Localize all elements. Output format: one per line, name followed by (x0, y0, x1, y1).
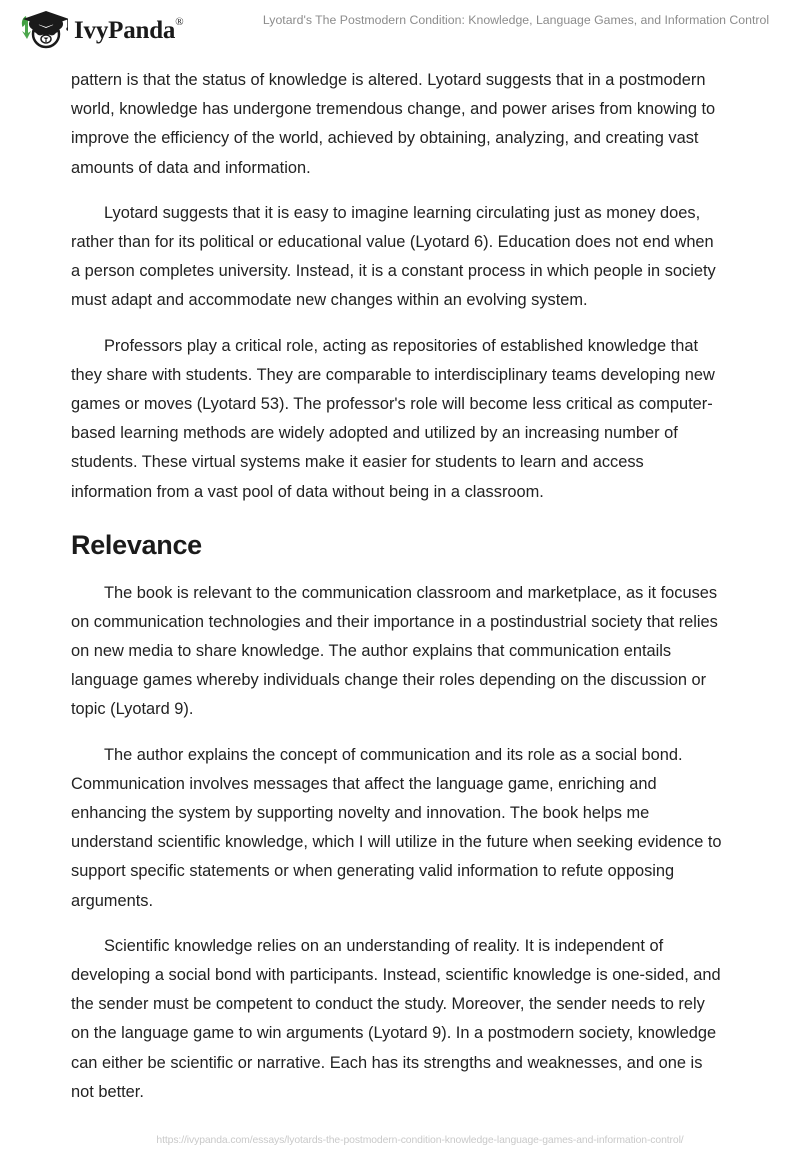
paragraph-learning-circulating: Lyotard suggests that it is easy to imagine learning circulating just as money does, rather than for its political or educational value (Lyotard 6). Education does not end when a person completes university. Instead, it is a constant process in which people in society must adapt and accommodate new changes within an evolving system. (71, 203, 716, 310)
source-url-link[interactable]: https://ivypanda.com/essays/lyotards-the-postmodern-condition-knowledge-language-games-and-information-control/ (156, 1135, 684, 1146)
page-footer (0, 1130, 800, 1148)
paragraph-social-bond: The author explains the concept of communication and its role as a social bond. Communication involves messages that affect the language game, enriching and enhancing the system by supporting novelty and innovation. The book helps me understand scientific knowledge, which I will utilize in the future when seeking evidence to support specific statements or when generating valid information to refute opposing arguments. (71, 745, 722, 910)
paragraph-scientific-knowledge: Scientific knowledge relies on an understanding of reality. It is independent of developing a social bond with participants. Instead, scientific knowledge is one-sided, and the sender must be competent to conduct the study. Moreover, the sender needs to rely on the language game to win arguments (Lyotard 9). In a postmodern society, knowledge can either be scientific or narrative. Each has its strengths and weaknesses, and one is not better. (71, 936, 721, 1101)
section-heading-relevance: Relevance (71, 529, 202, 560)
brand-logo[interactable] (16, 6, 183, 52)
document-body (71, 66, 722, 1123)
paragraph-book-relevance: The book is relevant to the communication classroom and marketplace, as it focuses on communication technologies and their importance in a postindustrial society that relies on new media to share knowledge. The author explains that communication entails language games whereby individuals change their roles depending on the discussion or topic (Lyotard 9). (71, 583, 718, 719)
registered-trademark-icon: ® (175, 16, 184, 29)
paragraph-professors-role: Professors play a critical role, acting as repositories of established knowledge that they share with students. They are comparable to interdisciplinary teams developing new games or moves (Lyotard 53). The professor's role will become less critical as computer-based learning methods are widely adopted and utilized by an increasing number of students. These virtual systems make it easier for students to learn and access information from a vast pool of data without being in a classroom. (71, 336, 715, 501)
panda-graduate-icon (16, 6, 68, 52)
brand-name-text: IvyPanda (74, 16, 176, 44)
document-running-title: Lyotard's The Postmodern Condition: Knowledge, Language Games, and Information Control (262, 13, 770, 27)
page-header (0, 0, 800, 56)
paragraph-knowledge-status: pattern is that the status of knowledge is altered. Lyotard suggests that in a postmodern world, knowledge has undergone tremendous change, and power arises from knowing to improve the efficiency of the world, achieved by obtaining, analyzing, and creating vast amounts of data and information. (71, 71, 716, 177)
brand-wordmark (74, 18, 183, 43)
